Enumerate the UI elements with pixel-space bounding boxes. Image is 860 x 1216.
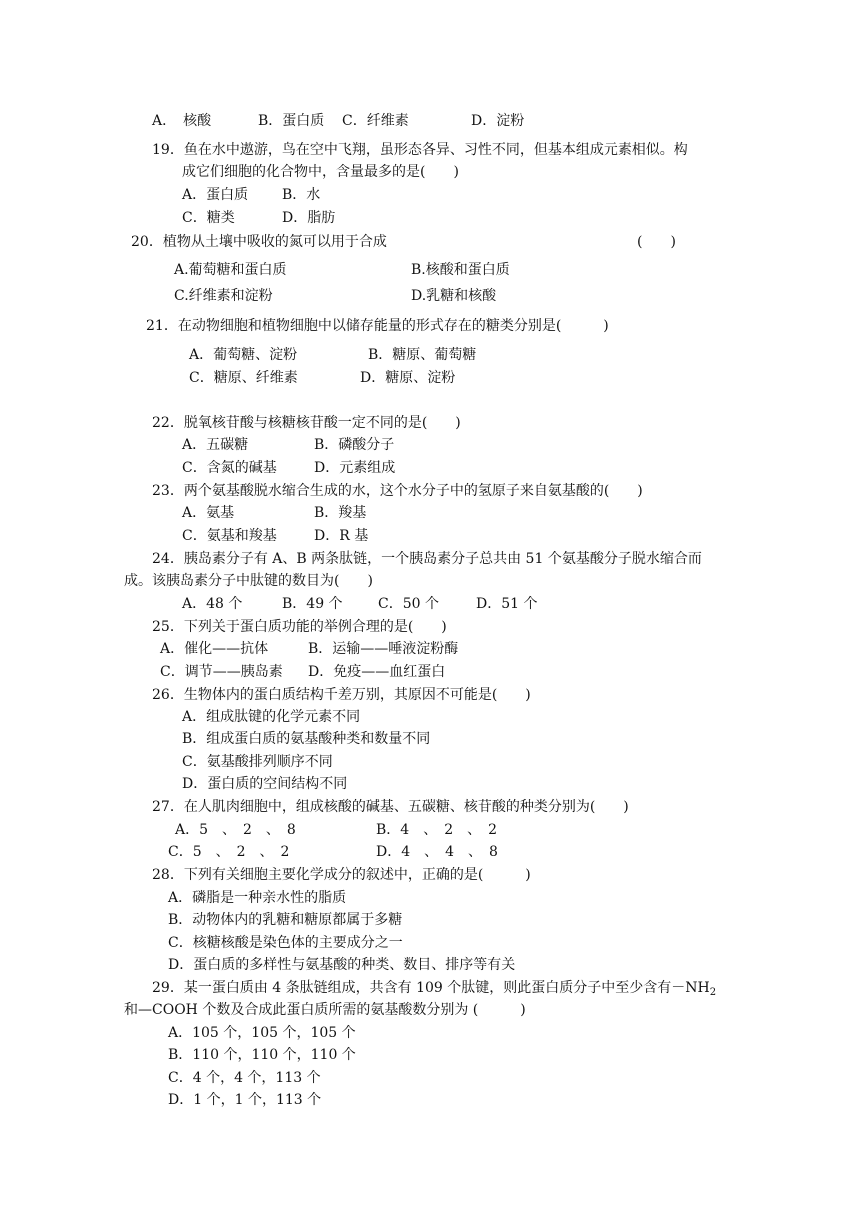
q21-stem: 21．在动物细胞和植物细胞中以储存能量的形式存在的糖类分别是( ) (146, 318, 609, 334)
q22-option-d: D．元素组成 (314, 460, 396, 476)
q19-option-d: D．脂肪 (282, 210, 336, 226)
q19-option-a: A．蛋白质 (182, 187, 249, 203)
q27-option-a: A．5 、 2 、 8 (175, 822, 296, 838)
q22-option-b: B．磷酸分子 (314, 437, 395, 453)
q25-option-b: B．运输——唾液淀粉酶 (308, 641, 459, 657)
q25-option-c: C．调节——胰岛素 (160, 664, 283, 680)
q21-option-a: A．葡萄糖、淀粉 (189, 347, 298, 363)
q23-stem: 23．两个氨基酸脱水缩合生成的水，这个水分子中的氢原子来自氨基酸的( ) (152, 483, 643, 499)
q27-option-b: B．4 、 2 、 2 (376, 822, 498, 838)
q23-option-b: B．羧基 (314, 505, 367, 521)
q19-stem-line1: 19．鱼在水中遨游，鸟在空中飞翔，虽形态各异、习性不同，但基本组成元素相似。构 (152, 142, 688, 158)
q26-option-a: A．组成肽键的化学元素不同 (182, 709, 361, 725)
q25-option-a: A．催化——抗体 (160, 641, 269, 657)
q23-option-a: A．氨基 (182, 505, 235, 521)
q20-option-a: A.葡萄糖和蛋白质 (174, 262, 287, 278)
q22-option-c: C．含氮的碱基 (182, 460, 277, 476)
q18-option-a: A． 核酸 (152, 113, 212, 129)
q29-option-a: A．105 个，105 个，105 个 (168, 1025, 356, 1041)
q25-option-d: D．免疫——血红蛋白 (308, 664, 446, 680)
q29-option-c: C．4 个，4 个，113 个 (168, 1070, 321, 1086)
q19-stem-line2: 成它们细胞的化合物中，含量最多的是( ) (182, 164, 459, 180)
q26-option-c: C．氨基酸排列顺序不同 (182, 754, 333, 770)
q29-stem-line1: 29．某一蛋白质由 4 条肽链组成，共含有 109 个肽键，则此蛋白质分子中至少含有$-NH_2$ (152, 980, 717, 998)
q24-stem-line2: 成。该胰岛素分子中肽键的数目为( ) (124, 573, 373, 589)
q28-option-c: C．核糖核酸是染色体的主要成分之一 (168, 935, 403, 951)
q25-stem: 25．下列关于蛋白质功能的举例合理的是( ) (152, 619, 447, 635)
q28-option-d: D．蛋白质的多样性与氨基酸的种类、数目、排序等有关 (168, 957, 516, 973)
q24-option-b: B．49 个 (282, 596, 343, 612)
q28-option-a: A．磷脂是一种亲水性的脂质 (168, 890, 347, 906)
q26-option-d: D．蛋白质的空间结构不同 (182, 776, 348, 792)
q24-option-c: C．50 个 (378, 596, 439, 612)
q23-option-c: C．氨基和羧基 (182, 528, 277, 544)
q27-option-c: C．5 、 2 、 2 (168, 844, 290, 860)
q21-option-c: C．糖原、纤维素 (189, 370, 298, 386)
q18-option-d: D．淀粉 (471, 113, 525, 129)
q29-subscript: 2 (709, 987, 717, 998)
q18-option-b: B．蛋白质 (258, 113, 325, 129)
q24-option-d: D．51 个 (476, 596, 538, 612)
q28-option-b: B．动物体内的乳糖和糖原都属于多糖 (168, 912, 403, 928)
q20-option-b: B.核酸和蛋白质 (411, 262, 510, 278)
q24-stem-line1: 24．胰岛素分子有 A、B 两条肽链，一个胰岛素分子总共由 51 个氨基酸分子脱水缩合而 (152, 551, 702, 567)
q18-option-c: C．纤维素 (342, 113, 409, 129)
q22-option-a: A．五碳糖 (182, 437, 249, 453)
q28-stem: 28．下列有关细胞主要化学成分的叙述中，正确的是( ) (152, 867, 531, 883)
q20-option-c: C.纤维素和淀粉 (174, 288, 273, 304)
q26-stem: 26．生物体内的蛋白质结构千差万别，其原因不可能是( ) (152, 687, 531, 703)
q19-option-b: B．水 (282, 187, 321, 203)
q29-stem-line2: 和—COOH 个数及合成此蛋白质所需的氨基酸数分别为 ( ) (124, 1002, 526, 1018)
q26-option-b: B．组成蛋白质的氨基酸种类和数量不同 (182, 731, 431, 747)
q22-stem: 22．脱氧核苷酸与核糖核苷酸一定不同的是( ) (152, 415, 461, 431)
q20-answer-bracket: ( ) (637, 234, 676, 250)
q20-option-d: D.乳糖和核酸 (411, 288, 497, 304)
q27-stem: 27．在人肌肉细胞中，组成核酸的碱基、五碳糖、核苷酸的种类分别为( ) (152, 799, 629, 815)
q20-stem: 20．植物从土壤中吸收的氮可以用于合成 (131, 234, 387, 250)
q23-option-d: D．R 基 (314, 528, 369, 544)
q27-option-d: D．4 、 4 、 8 (376, 844, 498, 860)
q19-option-c: C．糖类 (182, 210, 235, 226)
q21-option-d: D．糖原、淀粉 (360, 370, 456, 386)
q29-option-d: D．1 个，1 个，113 个 (168, 1092, 322, 1108)
q29-option-b: B．110 个，110 个，110 个 (168, 1047, 356, 1063)
q21-option-b: B．糖原、葡萄糖 (368, 347, 477, 363)
q24-option-a: A．48 个 (182, 596, 243, 612)
